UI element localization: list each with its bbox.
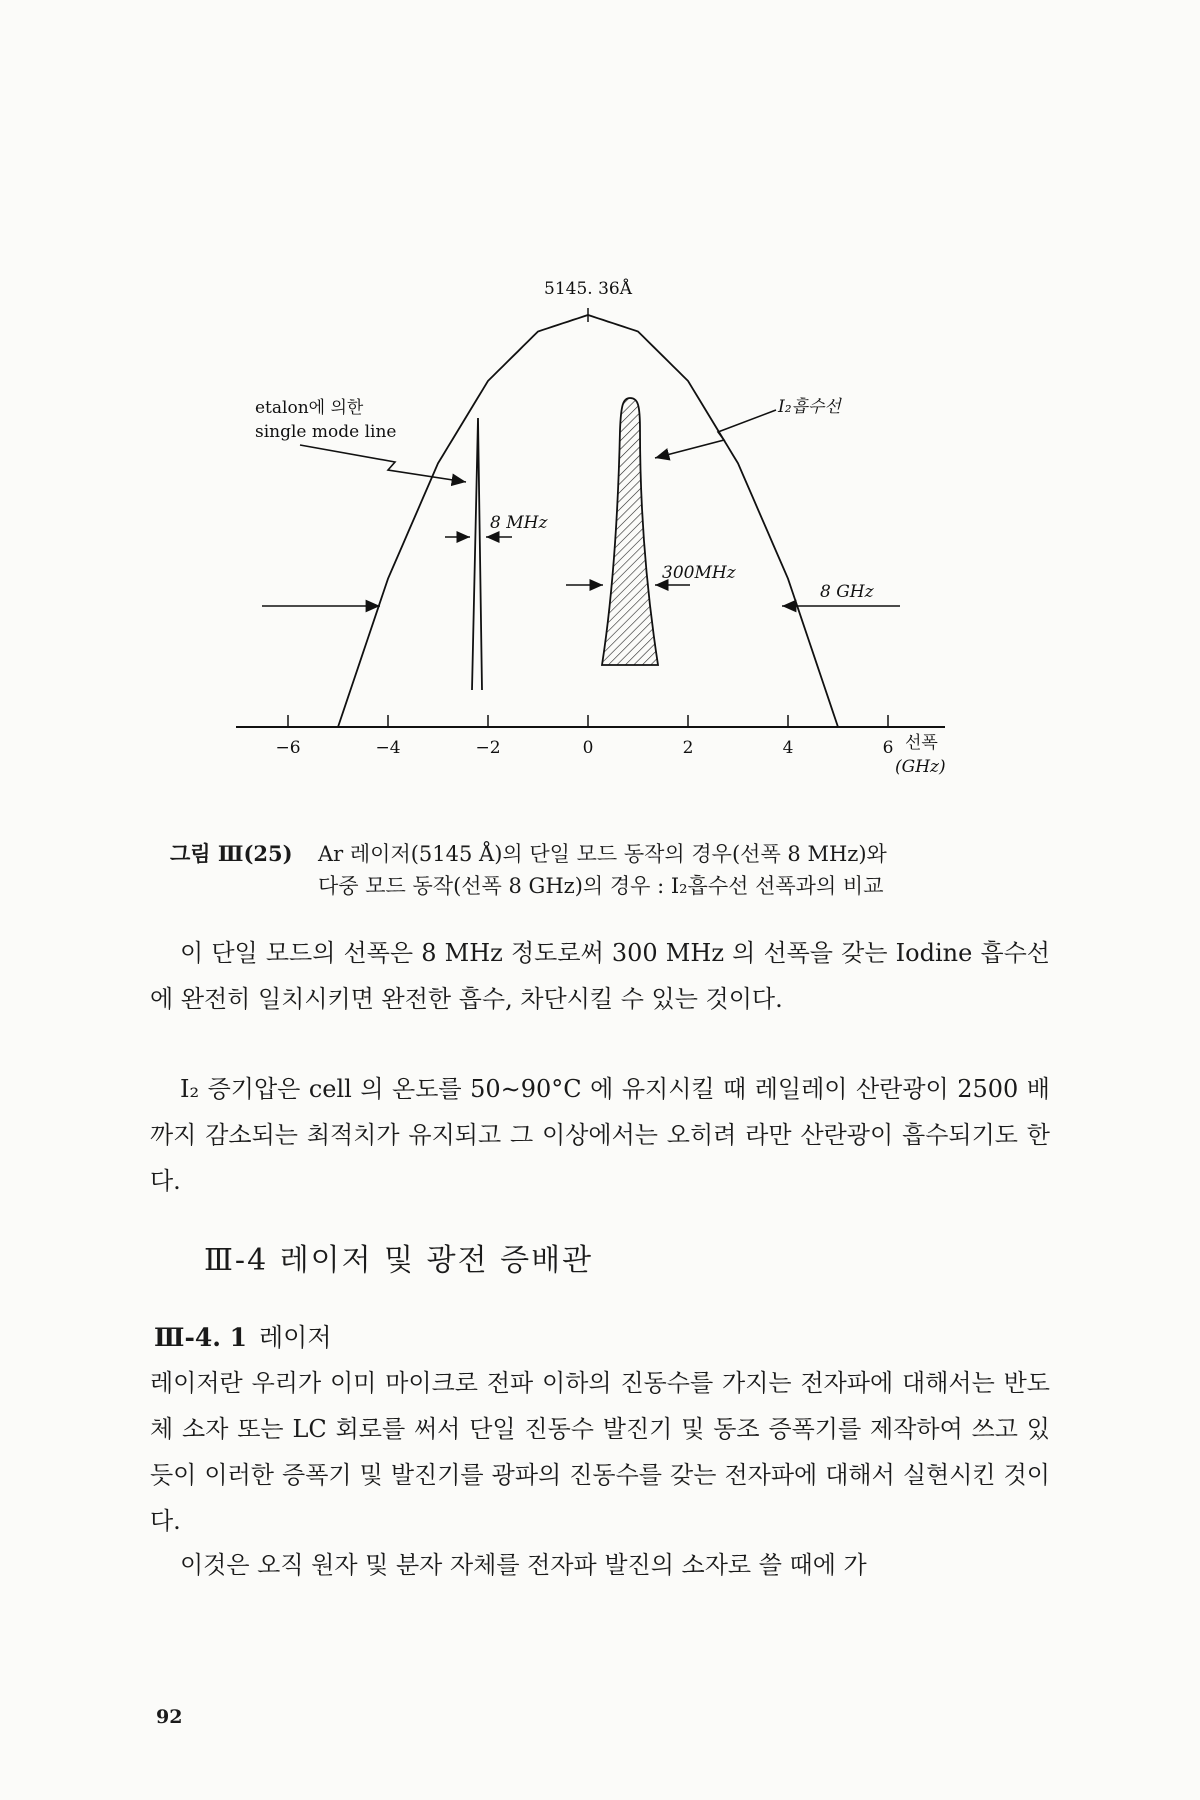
x-tick-label: −6 (275, 738, 301, 758)
etalon-arrow (300, 445, 466, 482)
multimode-envelope-curve (338, 315, 838, 727)
paragraph-2: I₂ 증기압은 cell 의 온도를 50∼90°C 에 유지시킬 때 레일레이 산란광이 2500 배까지 감소되는 최적치가 유지되고 그 이상에서는 오히려 라만 산란광이 흡수되기도 한다. (150, 1075, 1050, 1195)
x-tick-label: −2 (475, 738, 501, 758)
iodine-label: I₂흡수선 (778, 397, 841, 417)
x-tick-label: 2 (682, 738, 694, 758)
subsection-title: 레이저 (259, 1323, 332, 1352)
x-unit: (GHz) (895, 757, 946, 777)
page-number: 92 (156, 1706, 183, 1728)
subsection-number: Ⅲ-4. 1 (154, 1323, 248, 1352)
section-heading: Ⅲ-4 레이저 및 광전 증배관 (204, 1243, 594, 1278)
x-tick-label: 4 (782, 738, 794, 758)
caption-label: 그림 Ⅲ(25) (170, 841, 293, 866)
caption-line2: 다중 모드 동작(선폭 8 GHz)의 경우 : I₂흡수선 선폭과의 비교 (318, 874, 884, 898)
x-tick-label: 6 (882, 738, 894, 758)
single-mode-line (472, 418, 482, 690)
iodine-absorption-line (602, 398, 658, 665)
8mhz-label: 8 MHz (490, 513, 548, 533)
laser-linewidth-figure (0, 0, 1200, 830)
paragraph-1: 이 단일 모드의 선폭은 8 MHz 정도로써 300 MHz 의 선폭을 갖는 Iodine 흡수선에 완전히 일치시키면 완전한 흡수, 차단시킬 수 있는 것이다. (150, 939, 1050, 1013)
x-tick-label: 0 (582, 738, 594, 758)
8ghz-label: 8 GHz (820, 582, 874, 602)
etalon-label-line1: etalon에 의한 (255, 398, 364, 418)
iodine-arrow (655, 410, 776, 458)
x-tick-marks (288, 715, 888, 727)
x-tick-labels (275, 738, 893, 758)
x-unit-label: 선폭 (905, 733, 938, 753)
300mhz-label: 300MHz (662, 563, 736, 583)
etalon-label-line2: single mode line (255, 422, 397, 442)
x-tick-label: −4 (375, 738, 401, 758)
peak-wavelength-label: 5145. 36Å (544, 279, 632, 299)
subsection-heading (154, 1318, 331, 1354)
paragraph-4: 이것은 오직 원자 및 분자 자체를 전자파 발진의 소자로 쓸 때에 가 (180, 1551, 867, 1579)
caption-line1: Ar 레이저(5145 Å)의 단일 모드 동작의 경우(선폭 8 MHz)와 (318, 842, 887, 866)
figure-caption (170, 838, 1050, 902)
paragraph-3: 레이저란 우리가 이미 마이크로 전파 이하의 진동수를 가지는 전자파에 대해서는 반도체 소자 또는 LC 회로를 써서 단일 진동수 발진기 및 동조 증폭기를 제작하여 쓰고 있듯이 이러한 증폭기 및 발진기를 광파의 진동수를 갖는 전자파에 대해서 실현시킨 것이다. (150, 1369, 1050, 1535)
